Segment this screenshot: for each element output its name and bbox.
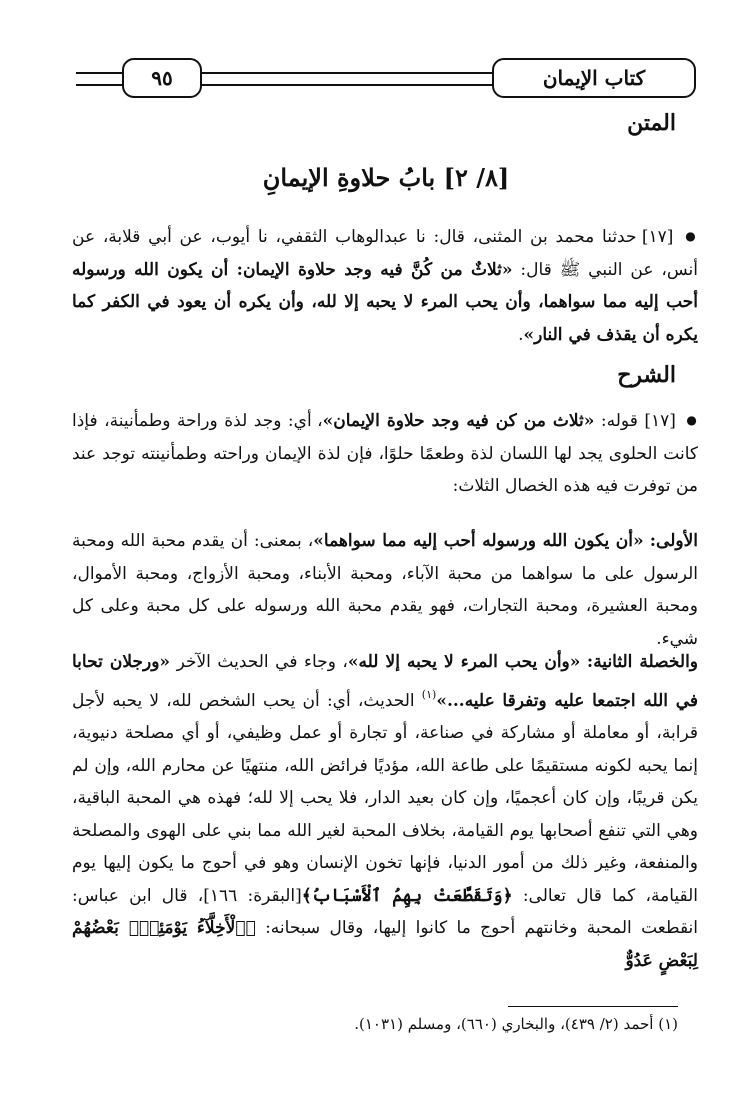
chapter-heading [76,163,696,192]
sharh-quote: «ثلاث من كن فيه وجد حلاوة الإيمان» [322,411,595,431]
first-trait-label: الأولى: [649,531,699,551]
footnote: (١) أحمد (٢/ ٤٣٩)، والبخاري (٦٦٠)، ومسلم (١٠٣١). [354,1015,678,1033]
second-trait-quote: «وأن يحب المرء لا يحبه إلا لله» [347,652,581,672]
hadith-isnad: [١٧] حدثنا محمد بن المثنى، قال: نا عبدالوهاب الثقفي، نا أيوب، عن أبي قلابة، عن أنس، عن النبي ﷺ قال: [72,227,699,280]
hadith-paragraph [72,220,698,351]
book-title: كتاب الإيمان [492,58,696,98]
hadith-text: «ثلاثٌ من كُنَّ فيه وجد حلاوة الإيمان: أن يكون الله ورسوله أحب إليه مما سواهما، وأن يحب المرء لا يحبه إلا لله، وأن يكره أن يعود في الكفر كما يكره أن يقذف في النار» [72,259,698,345]
sharh-label: الشرح [617,362,676,388]
matn-label: المتن [627,110,676,136]
quran-ref-1: [البقرة: ١٦٦] [203,885,302,906]
second-trait-text: الحديث، أي: أن يحب الشخص لله، لا يحبه لأجل قرابة، أو معاملة أو مشاركة في صناعة، أو تجارة أو عمل وظيفي، أو أي مصلحة دنيوية، إنما يحبه لكونه مستقيمًا على طاعة الله، مؤديًا فرائض الله، منتهيًا عن محارم الله، وإن لم يكن قريبًا، وإن كان أعجميًا، وإن كان بعيد الدار، فلا يحب إلا لله؛ فهذه هي المحبة الباقية، وهي التي تنفع أصحابها يوم القيامة، بخلاف المحبة لغير الله مما بني على الهوى والمصلحة والمنفعة، وغير ذلك من أمور الدنيا، فإنها تخون الإنسان وهو في أحوج ما يكون إليها يوم القيامة، كما قال تعالى: [72,690,699,906]
second-trait-paragraph [72,646,698,977]
second-trait-label: والخصلة الثانية: [586,652,699,672]
chapter-number: [٨/ ٢] [443,163,510,192]
first-trait-paragraph [72,525,698,655]
first-trait-text: ، بمعنى: أن يقدم محبة الله ومحبة الرسول على ما سواهما من محبة الآباء، ومحبة الأبناء، ومحبة الأزواج، ومحبة الأموال، ومحبة العشيرة، ومحبة التجارات، فهو يقدم محبة الله ورسوله على كل محبة وعلى كل شيء. [72,531,698,649]
sharh-paragraph-intro [72,404,698,503]
sharh-text: ، أي: وجد لذة وراحة وطمأنينة، فإذا كانت الحلوى يجد لها اللسان لذة وطعمًا حلوًا، فإن لذة الإيمان وراحته وطمأنينته توجد عند من توفرت فيه هذه الخصال الثلاث: [72,411,698,496]
bullet-icon: ● [686,413,698,427]
second-trait-mid: ، وجاء في الحديث الآخر [176,652,348,672]
footnote-divider [508,1006,678,1007]
quran-verse-2: ﴿ٱلْأَخِلَّآءُ يَوْمَئِذٍۭ بَعْضُهُمْ لِبَعْضٍ عَدُوٌّ [72,918,698,971]
second-trait-text2: ، قال ابن عباس: انقطعت المحبة وخانتهم أحوج ما كانوا إليها، وقال سبحانه: [72,885,699,938]
quran-verse-1: ﴿وَتَقَطَّعَتْ بِهِمُ ٱلْأَسْبَابُ﴾ [301,885,513,906]
second-trait-quote2: «ورجلان تحابا في الله اجتمعا عليه وتفرقا عليه...» [72,652,698,711]
footnote-ref: (١) [421,687,437,701]
sharh-lead: [١٧] قوله: [600,411,676,431]
bullet-icon: ● [685,229,698,243]
running-header [76,58,696,98]
page-number: ٩٥ [122,58,202,98]
hadith-end: . [518,324,524,345]
first-trait-quote: «أن يكون الله ورسوله أحب إليه مما سواهما» [313,531,644,551]
chapter-title: بابُ حلاوةِ الإيمانِ [262,163,436,192]
